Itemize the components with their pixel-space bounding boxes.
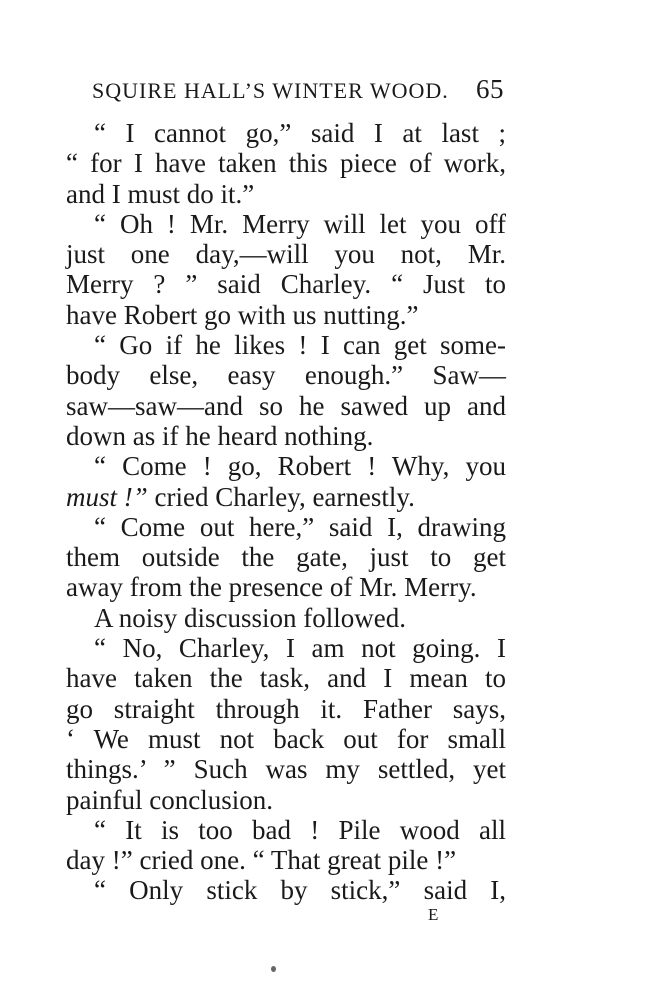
text-line: “ I cannot go,” said I at last ; [94, 118, 506, 148]
text-line: them outside the gate, just to get [66, 542, 506, 573]
text-line: Merry ? ” said Charley. “ Just to [66, 269, 506, 300]
emphasis: must !” [66, 481, 148, 512]
body-text [66, 118, 506, 906]
text-line: A noisy discussion followed. [94, 602, 407, 633]
text-line: have Robert go with us nutting.” [66, 299, 419, 330]
text-line: “ Oh ! Mr. Merry will let you off [94, 208, 506, 239]
text-line: “ Come ! go, Robert ! Why, you [94, 451, 506, 482]
running-header [92, 74, 504, 104]
text-line: body else, easy enough.” Saw— [66, 360, 506, 391]
text-line: things.’ ” Such was my settled, yet [66, 754, 506, 785]
signature-mark: E [428, 905, 439, 924]
text-line: just one day,—will you not, Mr. [66, 239, 506, 270]
text-line: go straight through it. Father says, [66, 693, 506, 724]
ink-speck [271, 966, 276, 972]
text-line: ‘ We must not back out for small [66, 723, 506, 754]
text-line: “ It is too bad ! Pile wood all [94, 814, 506, 845]
text-line: “ No, Charley, I am not going. I [94, 633, 506, 664]
text-line: saw—saw—and so he sawed up and [66, 390, 506, 421]
text-line: “ for I have taken this piece of work, [66, 148, 506, 179]
text-line: have taken the task, and I mean to [66, 663, 506, 694]
page-number: 65 [476, 74, 504, 104]
text-line: away from the presence of Mr. Merry. [66, 572, 477, 603]
text-line: “ Come out here,” said I, drawing [94, 511, 506, 542]
text-line: painful conclusion. [66, 784, 273, 815]
text-line: “ Go if he likes ! I can get some- [94, 330, 506, 361]
text-line: day !” cried one. “ That great pile !” [66, 845, 457, 876]
text-line: “ Only stick by stick,” said I, [94, 875, 506, 906]
text-line: and I must do it.” [66, 178, 255, 209]
text-line: down as if he heard nothing. [66, 420, 374, 451]
text-line: must !” cried Charley, earnestly. [66, 481, 415, 512]
running-title: SQUIRE HALL’S WINTER WOOD. [92, 78, 449, 103]
